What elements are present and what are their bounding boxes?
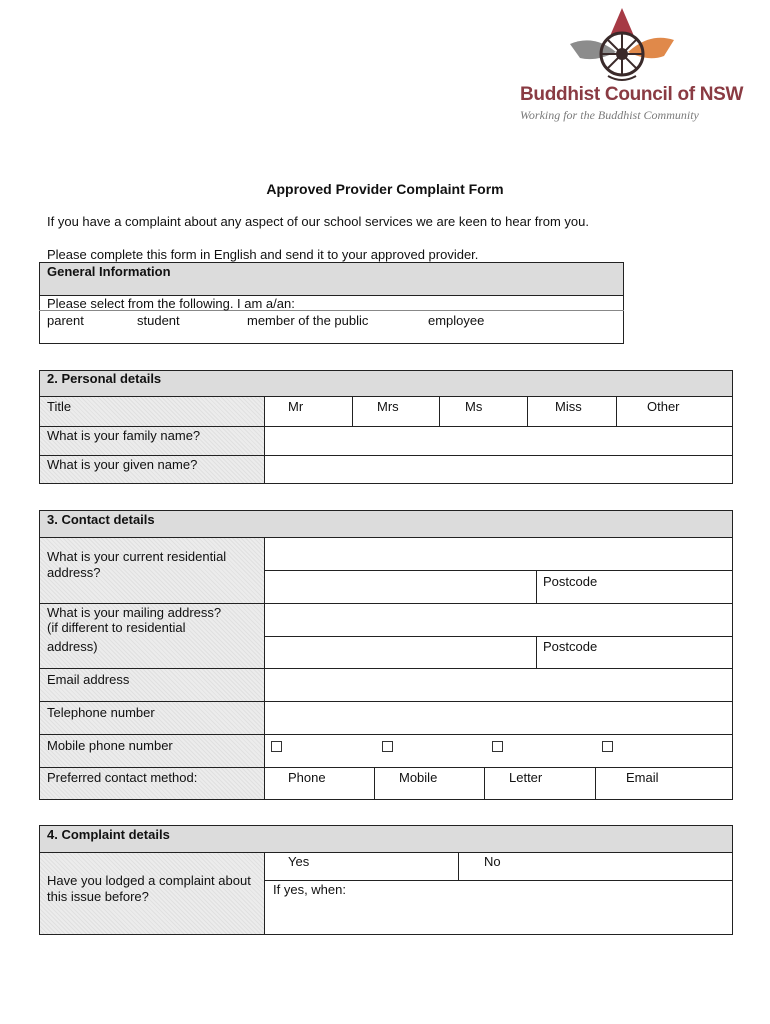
preferred-contact-label: Preferred contact method: xyxy=(47,770,198,785)
option-member-of-public[interactable]: member of the public xyxy=(247,313,369,328)
title-option-ms[interactable]: Ms xyxy=(465,399,483,414)
previous-complaint-no[interactable]: No xyxy=(484,854,501,869)
intro-instructions: Please complete this form in English and send it to your approved provider. xyxy=(47,247,479,262)
previous-complaint-question: Have you lodged a complaint about this issue before? xyxy=(47,873,251,904)
mailing-address-field-line2[interactable] xyxy=(265,637,535,667)
mailing-postcode-label: Postcode xyxy=(543,639,598,654)
option-parent[interactable]: parent xyxy=(47,313,84,328)
method-mobile[interactable]: Mobile xyxy=(399,770,438,785)
given-name-label: What is your given name? xyxy=(47,457,198,472)
family-name-field[interactable] xyxy=(265,427,732,454)
previous-complaint-yes[interactable]: Yes xyxy=(288,854,310,869)
telephone-field[interactable] xyxy=(265,702,732,733)
dharma-wheel-lotus-icon xyxy=(566,6,678,86)
section3-header: 3. Contact details xyxy=(47,512,155,527)
method-email[interactable]: Email xyxy=(626,770,659,785)
mailing-address-field-line1[interactable] xyxy=(265,604,732,635)
form-title: Approved Provider Complaint Form xyxy=(266,181,504,197)
mailing-address-label-note-end: address) xyxy=(47,639,98,654)
email-field[interactable] xyxy=(265,669,732,700)
if-yes-when-label: If yes, when: xyxy=(273,882,346,897)
section1-prompt: Please select from the following. I am a/an: xyxy=(47,296,295,311)
mobile-label: Mobile phone number xyxy=(47,738,173,753)
telephone-label: Telephone number xyxy=(47,705,155,720)
option-employee[interactable]: employee xyxy=(428,313,485,328)
contact-letter-checkbox[interactable] xyxy=(492,741,503,752)
given-name-field[interactable] xyxy=(265,456,732,483)
family-name-label: What is your family name? xyxy=(47,428,201,443)
contact-mobile-checkbox[interactable] xyxy=(382,741,393,752)
organization-name: Buddhist Council of NSW xyxy=(520,84,744,105)
title-option-mrs[interactable]: Mrs xyxy=(377,399,399,414)
section4-header: 4. Complaint details xyxy=(47,827,170,842)
residential-address-field-line1[interactable] xyxy=(265,539,732,569)
title-option-miss[interactable]: Miss xyxy=(555,399,582,414)
method-letter[interactable]: Letter xyxy=(509,770,543,785)
email-label: Email address xyxy=(47,672,130,687)
section1-header: General Information xyxy=(47,264,171,279)
organization-tagline: Working for the Buddhist Community xyxy=(520,108,699,122)
title-label: Title xyxy=(47,399,72,414)
contact-email-checkbox[interactable] xyxy=(602,741,613,752)
mailing-address-label-note: (if different to residential xyxy=(47,620,186,635)
residential-postcode-label: Postcode xyxy=(543,574,598,589)
intro-text: If you have a complaint about any aspect of our school services we are keen to hear from you. xyxy=(47,214,589,229)
residential-address-field-line2[interactable] xyxy=(265,571,535,602)
method-phone[interactable]: Phone xyxy=(288,770,326,785)
residential-address-label: What is your current residential address? xyxy=(47,549,227,580)
contact-phone-checkbox[interactable] xyxy=(271,741,282,752)
title-option-other[interactable]: Other xyxy=(647,399,680,414)
option-student[interactable]: student xyxy=(137,313,180,328)
organization-logo xyxy=(518,6,744,124)
mailing-address-label: What is your mailing address? xyxy=(47,605,222,620)
if-yes-when-field[interactable] xyxy=(265,881,732,934)
section2-header: 2. Personal details xyxy=(47,371,162,386)
title-option-mr[interactable]: Mr xyxy=(288,399,304,414)
